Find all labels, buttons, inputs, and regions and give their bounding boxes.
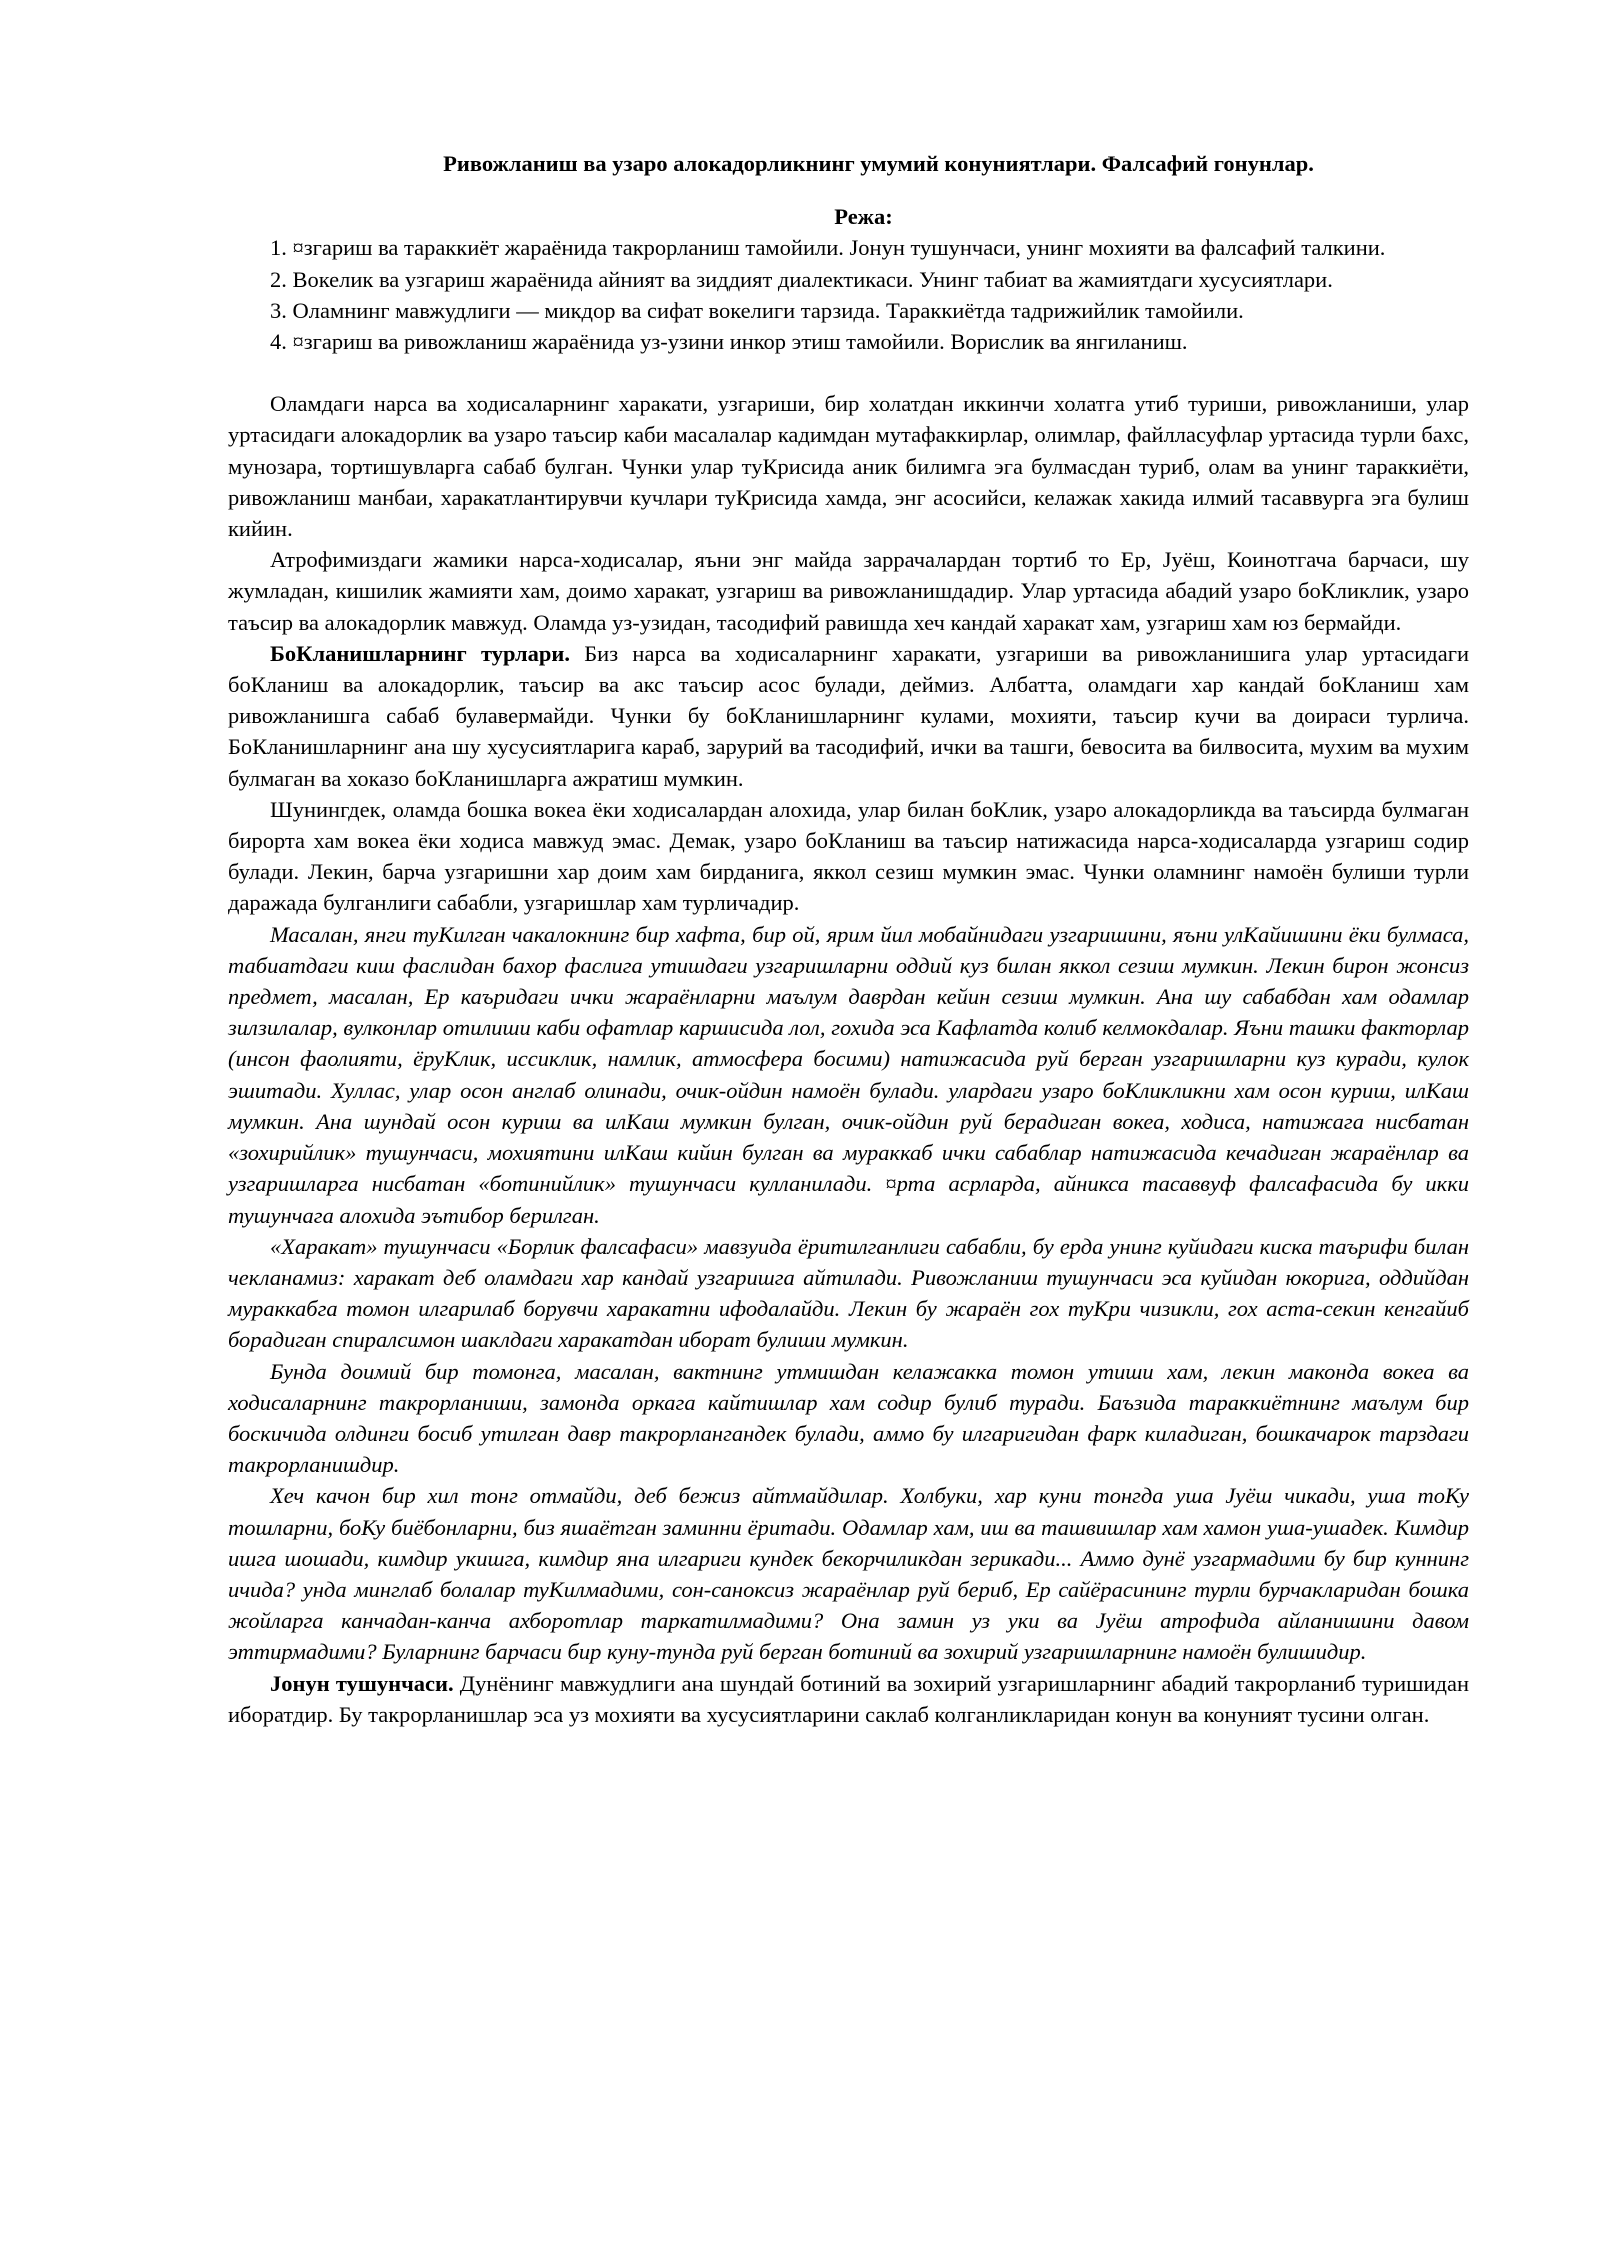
section-lead-heading: Јонун тушунчаси. — [270, 1670, 454, 1696]
paragraph-text: Масалан, янги туКилган чакалокнинг бир хафта, бир ой, ярим йил мобайнидаги узгаришини, яъни улКайишини ёки булмаса, табиатдаги киш фаслидан бахор фаслига утишдаги узгаришларни оддий куз билан яккол сезиш мумкин. Лекин бирон жонсиз предмет, масалан, Ер каъридаги ички жараёнларни маълум даврдан кейин сезиш мумкин. Ана шу сабабдан хам одамлар зилзилалар, вулконлар отилиши каби офатлар каршисида лол, гохида эса Кафлатда колиб келмокдалар. Яъни ташки факторлар (инсон фаолияти, ёруКлик, иссиклик, намлик, атмосфера босими) натижасида руй берган узгаришларни куз куради, кулок эшитади. Хуллас, улар осон англаб олинади, очик-ойдин намоён булади. улардаги узаро боКликликни хам осон куриш, илКаш мумкин. Ана шундай осон куриш ва илКаш мумкин булган, очик-ойдин руй берадиган вокеа, ходиса, натижага нисбатан «зохирийлик» тушунчаси, мохиятини илКаш кийин булган ва мураккаб ички сабаблар натижасида кечадиган жараёнлар ва узгаришларга нисбатан «ботинийлик» тушунчаси кулланилади. ¤рта асрларда, айникса тасаввуф фалсафасида бу икки тушунчага алохида эътибор берилган. — [228, 921, 1469, 1228]
paragraph-text: Дунёнинг мавжудлиги ана шундай ботиний ва зохирий узгаришларнинг абадий такрорланиб туришидан иборатдир. Бу такрорланишлар эса уз мохияти ва хусусиятларини саклаб колганликларидан конун ва конуният тусини олган. — [228, 1670, 1469, 1727]
document-page — [228, 148, 1469, 1730]
plan-heading: Режа: — [834, 204, 893, 230]
plan-item: 1. ¤згариш ва тараккиёт жараёнида такрорланиш тамойили. Јонун тушунчаси, унинг мохияти ва фалсафий талкини. — [270, 235, 1386, 261]
paragraph-text: Оламдаги нарса ва ходисаларнинг харакати, узгариши, бир холатдан иккинчи холатга утиб туриши, ривожланиши, улар уртасидаги алокадорлик ва узаро таъсир каби масалалар кадимдан мутафаккирлар, олимлар, файлласуфлар уртасида турли бахс, мунозара, тортишувларга сабаб булган. Чунки улар туКрисида аник билимга эга булмасдан туриб, олам ва унинг тараккиёти, ривожланиш манбаи, харакатлантирувчи кучлари туКрисида хамда, энг асосийси, келажак хакида илмий тасаввурга эга булиш кийин. — [228, 391, 1469, 542]
paragraph-text: Атрофимиздаги жамики нарса-ходисалар, яъни энг майда заррачалардан тортиб то Ер, Јуёш, Коинотгача барчаси, шу жумладан, кишилик жамияти хам, доимо харакат, узгариш ва ривожланишдадир. Улар уртасида абадий узаро боКликлик, узаро таъсир ва алокадорлик мавжуд. Оламда уз-узидан, тасодифий равишда хеч кандай харакат хам, узгариш хам юз бермайди. — [228, 547, 1469, 635]
plan-item: 2. Вокелик ва узгариш жараёнида айният ва зиддият диалектикаси. Унинг табиат ва жамиятдаги хусусиятлари. — [270, 266, 1333, 292]
paragraph-text: Биз нарса ва ходисаларнинг харакати, узгариши ва ривожланишига улар уртасидаги боКланиш ва алокадорлик, таъсир ва акс таъсир асос булади, деймиз. Албатта, оламдаги хар кандай боКланиш хам ривожланишга сабаб булавермайди. Чунки бу боКланишларнинг кулами, мохияти, таъсир кучи ва доираси турлича. БоКланишларнинг ана шу хусусиятларига караб, зарурий ва тасодифий, ички ва ташги, бевосита ва билвосита, мухим ва мухим булмаган ва хоказо боКланишларга ажратиш мумкин. — [228, 640, 1469, 791]
document-body — [228, 388, 1469, 1730]
document-title: Ривожланиш ва узаро алокадорликнинг умумий конуниятлари. Фалсафий гонунлар. — [443, 151, 1314, 176]
body-paragraph — [228, 544, 1469, 638]
body-paragraph — [228, 638, 1469, 794]
paragraph-text: «Харакат» тушунчаси «Борлик фалсафаси» мавзуида ёритилганлиги сабабли, бу ерда унинг куйидаги киска таърифи билан чекланамиз: харакат деб оламдаги хар кандай узгаришга айтилади. Ривожланиш тушунчаси эса куйидан юкорига, оддийдан мураккабга томон илгарилаб борувчи харакатни ифодалайди. Лекин бу жараён гох туКри чизикли, гох аста-секин кенгайиб борадиган спиралсимон шаклдаги харакатдан иборат булиши мумкин. — [228, 1233, 1469, 1353]
plan-item: 3. Оламнинг мавжудлиги — микдор ва сифат вокелиги тарзида. Тараккиётда тадрижийлик тамойили. — [270, 297, 1244, 323]
body-paragraph-italic — [228, 1480, 1469, 1667]
section-lead-heading: БоКланишларнинг турлари. — [270, 640, 570, 666]
body-paragraph-italic — [228, 1231, 1469, 1356]
paragraph-text: Шунингдек, оламда бошка вокеа ёки ходисалардан алохида, улар билан боКлик, узаро алокадорликда ва таъсирда булмаган бирорта хам вокеа ёки ходиса мавжуд эмас. Демак, узаро боКланиш ва таъсир натижасида нарса-ходисаларда узгариш содир булади. Лекин, барча узгаришни хар доим хам бирданига, яккол сезиш мумкин эмас. Чунки оламнинг намоён булиши турли даражада булганлиги сабабли, узгаришлар хам турличадир. — [228, 796, 1469, 916]
spacer — [228, 357, 1469, 388]
body-paragraph — [228, 1668, 1469, 1730]
plan-item: 4. ¤згариш ва ривожланиш жараёнида уз-узини инкор этиш тамойили. Ворислик ва янгиланиш. — [270, 329, 1188, 355]
paragraph-text: Хеч качон бир хил тонг отмайди, деб бежиз айтмайдилар. Холбуки, хар куни тонгда уша Јуёш чикади, уша тоКу тошларни, боКу биёбонларни, биз яшаётган заминни ёритади. Одамлар хам, иш ва ташвишлар хам хамон уша-ушадек. Кимдир ишга шошади, кимдир укишга, кимдир яна илгариги кундек бекорчиликдан зерикади... Аммо дунё узгармадими бу бир куннинг ичида? унда минглаб болалар туКилмадими, сон-саноксиз жараёнлар руй бериб, Ер сайёрасининг турли бурчакларидан бошка жойларга канчадан-канча ахборотлар таркатилмадими? Она замин уз уки ва Јуёш атрофида айланишини давом эттирмадими? Буларнинг барчаси бир куну-тунда руй берган ботиний ва зохирий узгаришларнинг намоён булишидир. — [228, 1483, 1469, 1665]
body-paragraph — [228, 794, 1469, 919]
body-paragraph-italic — [228, 1356, 1469, 1481]
body-paragraph-italic — [228, 919, 1469, 1231]
body-paragraph — [228, 388, 1469, 544]
plan-list — [228, 232, 1469, 357]
paragraph-text: Бунда доимий бир томонга, масалан, вактнинг утмишдан келажакка томон утиши хам, лекин маконда вокеа ва ходисаларнинг такрорланиши, замонда оркага кайтишлар хам содир булиб туради. Баъзида тараккиётнинг маълум бир боскичида олдинги босиб утилган давр такрорлангандек булади, аммо бу илгаригидан фарк киладиган, бошкачарок тарздаги такрорланишдир. — [228, 1358, 1469, 1478]
